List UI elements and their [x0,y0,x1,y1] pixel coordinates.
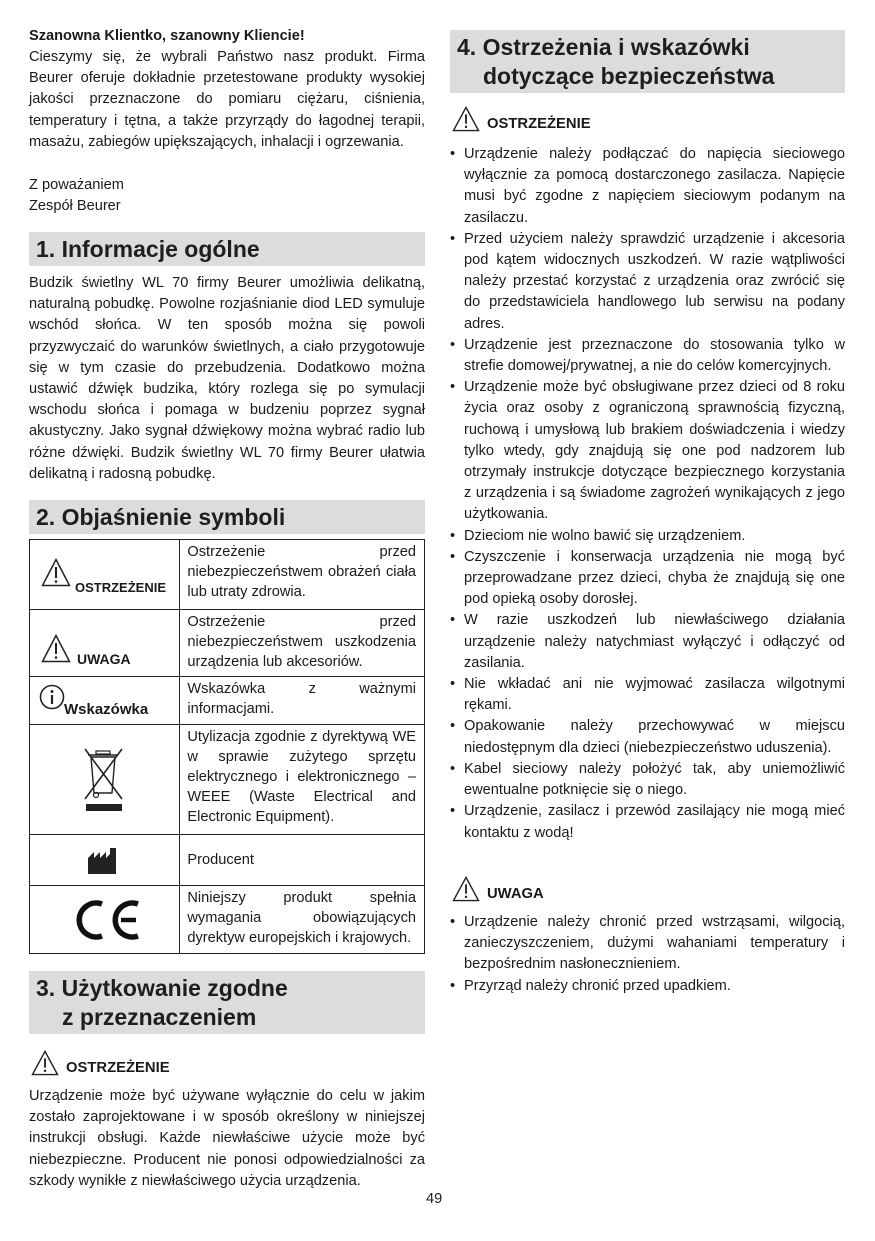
symbol-row-caution [30,610,425,677]
section-3-body: Urządzenie może być używane wyłącznie do celu w jakim zostało zaprojektowane i w sposób określony w niniejszej instrukcji obsługi. Każde niewłaściwe użycie może być niebezpieczne. Producent nie ponosi odpowiedzialności za szkody wynikłe z niewłaściwego użycia urządzenia. [29,1088,425,1189]
symbol-desc-warning: Ostrzeżenie przed niebezpieczeństwem obrażeń ciała lub utraty zdrowia. [180,540,425,610]
symbol-desc-hint: Wskazówka z ważnymi informacjami. [180,677,425,725]
symbol-cell [30,725,180,835]
manufacturer-factory-icon [88,848,116,874]
section-1-title: 1. Informacje ogólne [36,236,260,262]
warning-triangle-icon [452,876,480,902]
greeting-title: Szanowna Klientko, szanowny Kliencie! [29,28,305,44]
list-item: • Przed użyciem należy sprawdzić urządzenie i akcesoria pod kątem widocznych uszkodzeń. W razie wątpliwości należy przestać korzystać z urządzenia oraz zwrócić się do przedstawiciela handlowego lub serwisu na podany adres. [450,229,845,335]
symbol-label-warning: OSTRZEŻENIE [75,580,167,595]
section-1-heading [29,232,425,266]
symbol-desc-weee: Utylizacja zgodnie z dyrektywą WE w sprawie zużytego sprzętu elektrycznego i elektronicznego – WEEE (Waste Electrical and Electronic Equipment). [180,725,425,835]
list-item: • Urządzenie należy chronić przed wstrząsami, wilgocią, zanieczyszczeniem, dużymi wahaniami temperatury i bezpośrednim nasłonecznieniem. [450,912,845,976]
warning-triangle-icon [41,634,71,663]
page-number: 49 [426,1191,443,1207]
symbol-cell [30,540,180,610]
list-item: • Urządzenie należy podłączać do napięcia sieciowego wyłącznie za pomocą dostarczonego zasilacza. Napięcie musi być zgodne z napięciem sieciowym podanym na zasilaczu. [450,144,845,229]
list-item: • Urządzenie, zasilacz i przewód zasilający nie mogą mieć kontaktu z wodą! [450,801,845,843]
list-item: • W razie uszkodzeń lub niewłaściwego działania urządzenie należy natychmiast wyłączyć i odłączyć od zasilania. [450,610,845,674]
greeting-closing-1: Z poważaniem [29,177,124,193]
info-circle-icon [39,684,65,710]
symbol-row-hint [30,677,425,725]
symbol-desc-ce: Niniejszy produkt spełnia wymagania obowiązujących dyrektyw europejskich i krajowych. [180,886,425,954]
symbol-cell [30,835,180,886]
symbol-label-caution: UWAGA [77,651,131,667]
section-4-caution-heading [452,876,544,902]
symbol-row-weee [30,725,425,835]
list-item: • Kabel sieciowy należy położyć tak, aby uniemożliwić ewentualne potknięcie się o niego. [450,759,845,801]
warning-list [450,144,845,844]
symbol-cell [30,677,180,725]
warning-triangle-icon [41,558,71,587]
section-3-title-line1: 3. Użytkowanie zgodne [36,975,288,1001]
list-item: • Urządzenie jest przeznaczone do stosowania tylko w strefie domowej/prywatnej, a nie do celów komercyjnych. [450,335,845,377]
section-4-heading [450,30,845,93]
section-1-body: Budzik świetlny WL 70 firmy Beurer umożliwia delikatną, naturalną pobudkę. Powolne rozjaśnianie diod LED symuluje wschód słońca. W ten sposób można się powoli przyzwyczaić do warunków świetlnych, a ciało przygotowuje się w tym czasie do przebudzenia. Dodatkowo można ustawić dźwięk budzika, który rozlega się po symulacji wschodu słońca i pomaga w budzeniu poprzez sygnał akustyczny. Jako sygnał dźwiękowy można wybrać radio lub różne dźwięki. Budzik świetlny WL 70 firmy Beurer ułatwia delikatną i radosną pobudkę. [29,275,425,482]
section-4-title-line1: 4. Ostrzeżenia i wskazówki [457,34,750,60]
warning-triangle-icon [452,106,480,132]
list-item: • Nie wkładać ani nie wyjmować zasilacza wilgotnymi rękami. [450,674,845,716]
greeting-body: Cieszymy się, że wybrali Państwo nasz produkt. Firma Beurer oferuje dokładnie przetestowane produkty wysokiej jakości przeznaczone do pomiaru ciężaru, ciśnienia, temperatury i tętna, a także przyrządy do łagodnej terapii, masażu, zabiegów upiększających, inhalacji i ogrzewania. [29,49,425,150]
section-3-warning-heading [31,1050,170,1076]
warning-triangle-icon [31,1050,59,1076]
symbol-row-manufacturer [30,835,425,886]
symbol-desc-caution: Ostrzeżenie przed niebezpieczeństwem uszkodzenia urządzenia lub akcesoriów. [180,610,425,677]
list-item: • Urządzenie może być obsługiwane przez dzieci od 8 roku życia oraz osoby z ograniczoną sprawnością fizyczną, ruchową i umysłową lub brakiem doświadczenia i wiedzy tylko wtedy, gdy znajdują się one pod nadzorem lub otrzymały instrukcje dotyczące bezpiecznego korzystania z urządzenia i są świadome zagrożeń wynikających z jego użytkowania. [450,377,845,525]
section-2-title: 2. Objaśnienie symboli [36,504,286,530]
section-4-warning-heading [452,106,591,132]
symbol-desc-manufacturer: Producent [180,835,425,886]
caution-list [450,912,845,997]
section-3-heading [29,971,425,1034]
list-item: • Opakowanie należy przechowywać w miejscu niedostępnym dla dzieci (niebezpieczeństwo uduszenia). [450,716,845,758]
section-2-heading [29,500,425,534]
section-3-title-line2: z przeznaczeniem [62,1004,257,1030]
symbol-row-warning [30,540,425,610]
list-item: • Czyszczenie i konserwacja urządzenia nie mogą być przeprowadzane przez dzieci, chyba że znajdują się one pod opieką osoby dorosłej. [450,547,845,611]
section-3-warning-label: OSTRZEŻENIE [66,1060,170,1076]
section-4-caution-label: UWAGA [487,886,544,902]
section-4-title-line2: dotyczące bezpieczeństwa [483,63,775,89]
symbol-label-hint: Wskazówka [64,701,149,718]
greeting-closing-2: Zespół Beurer [29,198,121,214]
symbol-cell [30,886,180,954]
list-item: • Przyrząd należy chronić przed upadkiem. [450,976,845,997]
symbols-table [29,539,425,954]
weee-bin-icon [82,747,126,813]
ce-mark-icon [70,899,142,941]
symbol-row-ce [30,886,425,954]
symbol-cell [30,610,180,677]
section-4-warning-label: OSTRZEŻENIE [487,116,591,132]
list-item: • Dzieciom nie wolno bawić się urządzeniem. [450,526,845,547]
